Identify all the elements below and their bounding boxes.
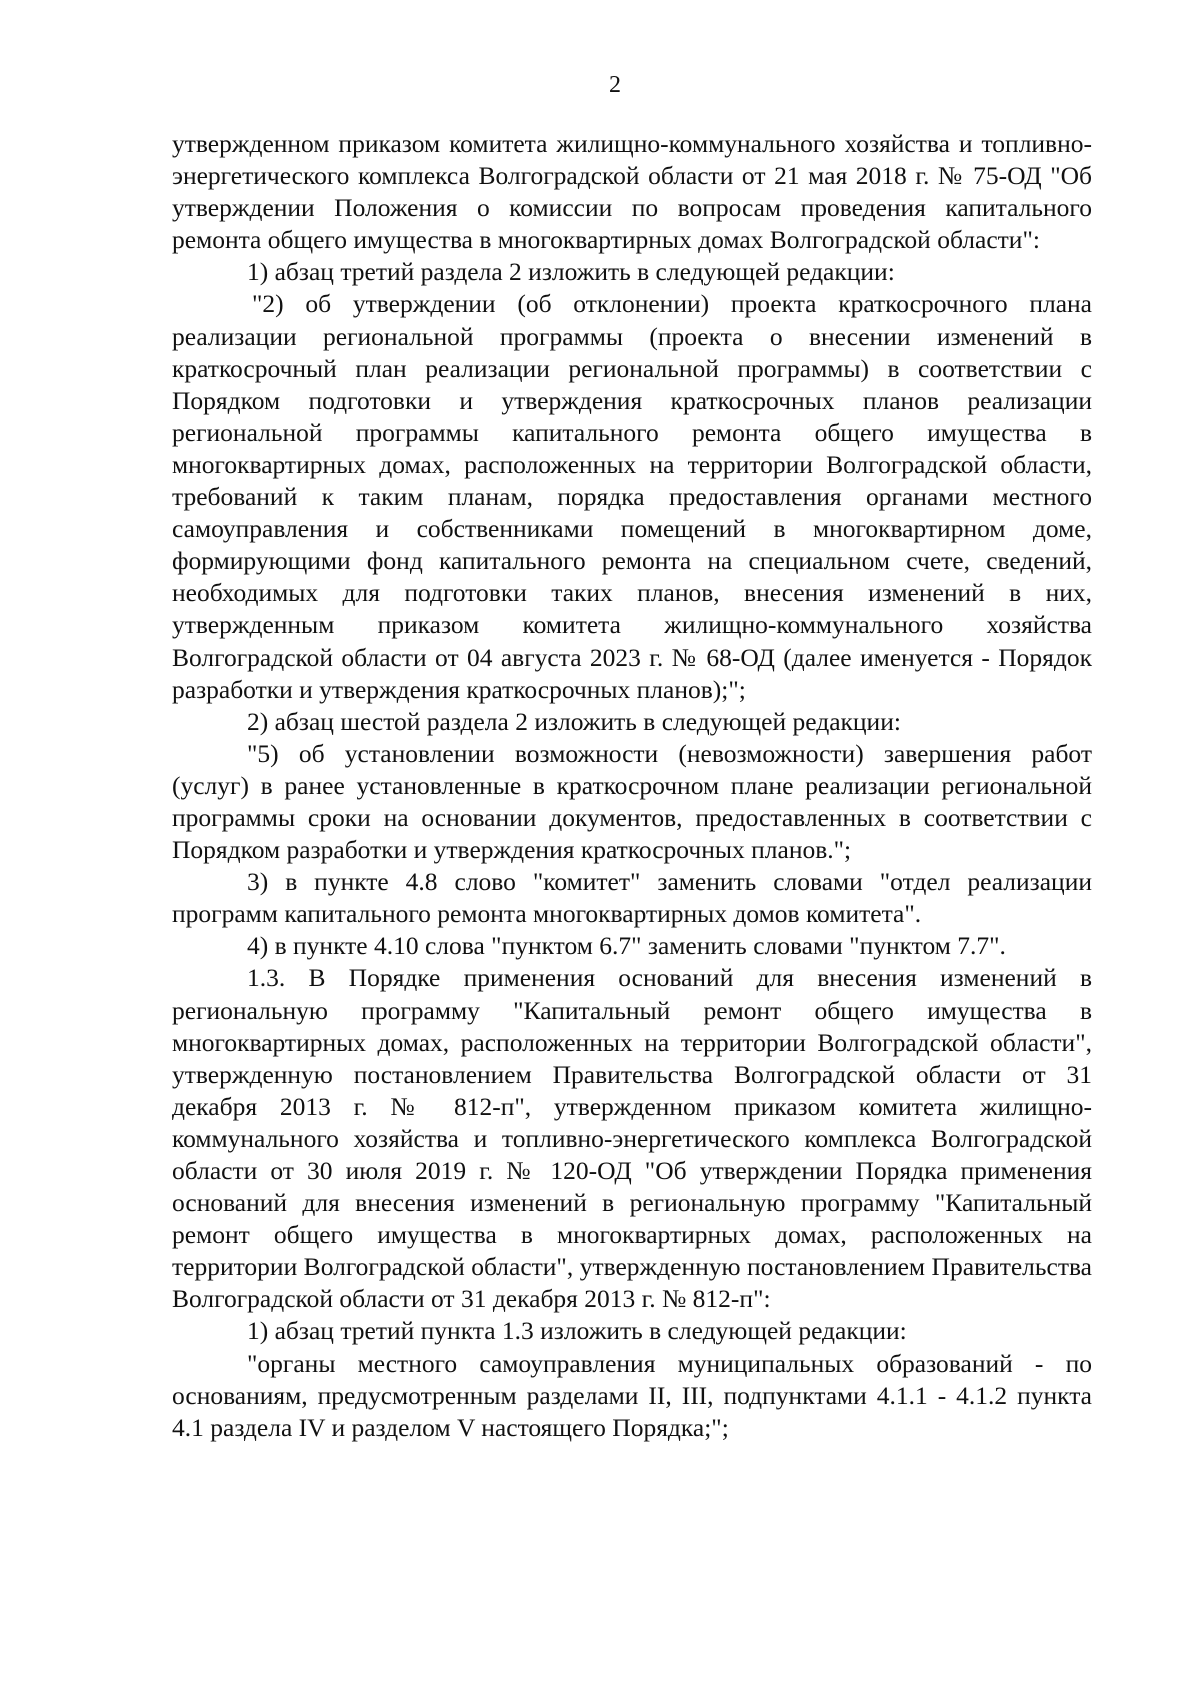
- paragraph-continuation: утвержденном приказом комитета жилищно-коммунального хозяйства и топливно-энергетического комплекса Волгоградской области от 21 мая 2018 г. № 75-ОД "Об утверждении Положения о комиссии по вопросам проведения капитального ремонта общего имущества в многоквартирных домах Волгоградской области":: [172, 129, 1092, 255]
- paragraph-item-3: 3) в пункте 4.8 слово "комитет" заменить словами "отдел реализации программ капитального ремонта многоквартирных домов комитета".: [172, 867, 1092, 929]
- paragraph-item-1-of-1-3: 1) абзац третий пункта 1.3 изложить в следующей редакции:: [247, 1316, 907, 1346]
- page-number: 2: [609, 72, 621, 98]
- paragraph-quote-organs: "органы местного самоуправления муниципальных образований - по основаниям, предусмотренным разделами II, III, подпунктами 4.1.1 - 4.1.2 пункта 4.1 раздела IV и разделом V настоящего Порядка;";: [172, 1348, 1092, 1442]
- document-body: [172, 128, 1092, 1444]
- paragraph-item-2: 2) абзац шестой раздела 2 изложить в следующей редакции:: [247, 706, 901, 736]
- paragraph-item-4: 4) в пункте 4.10 слова "пунктом 6.7" заменить словами "пунктом 7.7".: [247, 931, 1006, 961]
- paragraph-quote-5: "5) об установлении возможности (невозможности) завершения работ (услуг) в ранее установленные в краткосрочном плане реализации региональной программы сроки на основании документов, предоставленных в соответствии с Порядком разработки и утверждения краткосрочных планов.";: [172, 738, 1092, 865]
- paragraph-section-1-3: 1.3. В Порядке применения оснований для внесения изменений в региональную программу "Капитальный ремонт общего имущества в многоквартирных домах, расположенных на территории Волгоградской области", утвержденную постановлением Правительства Волгоградской области от 31 декабря 2013 г. № 812-п", утвержденном приказом комитета жилищно-коммунального хозяйства и топливно-энергетического комплекса Волгоградской области от 30 июля 2019 г. № 120-ОД "Об утверждении Порядка применения оснований для внесения изменений в региональную программу "Капитальный ремонт общего имущества в многоквартирных домах, расположенных на территории Волгоградской области", утвержденную постановлением Правительства Волгоградской области от 31 декабря 2013 г. № 812-п":: [172, 963, 1092, 1314]
- paragraph-quote-2: "2) об утверждении (об отклонении) проекта краткосрочного плана реализации региональной программы (проекта о внесении изменений в краткосрочный план реализации региональной программы) в соответствии с Порядком подготовки и утверждения краткосрочных планов реализации региональной программы капитального ремонта общего имущества в многоквартирных домах, расположенных на территории Волгоградской области, требований к таким планам, порядка предоставления органами местного самоуправления и собственниками помещений в многоквартирном доме, формирующими фонд капитального ремонта на специальном счете, сведений, необходимых для подготовки таких планов, внесения изменений в них, утвержденным приказом комитета жилищно-коммунального хозяйства Волгоградской области от 04 августа 2023 г. № 68-ОД (далее именуется - Порядок разработки и утверждения краткосрочных планов);";: [172, 289, 1092, 704]
- paragraph-item-1: 1) абзац третий раздела 2 изложить в следующей редакции:: [247, 257, 895, 287]
